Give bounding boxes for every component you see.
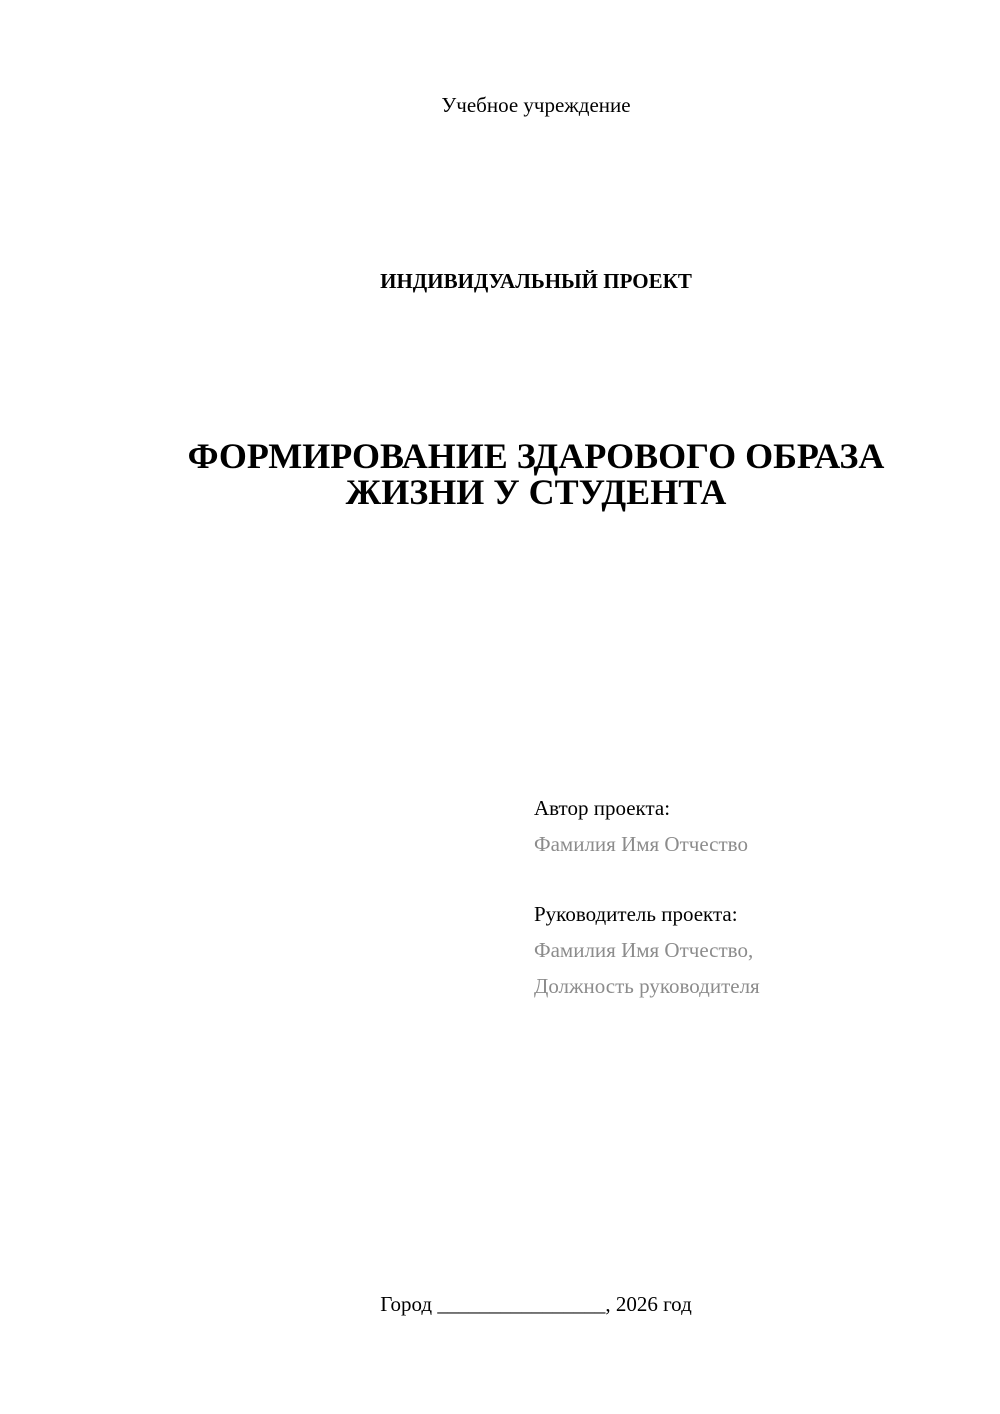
credits-spacer (534, 862, 760, 896)
supervisor-name: Фамилия Имя Отчество, (534, 938, 754, 962)
project-title (0, 438, 1000, 510)
project-title-line-2: ЖИЗНИ У СТУДЕНТА (345, 472, 727, 512)
author-label: Автор проекта: (534, 796, 671, 820)
institution-name: Учебное учреждение (441, 93, 631, 117)
city-year-line: Город ________________, 2026 год (380, 1292, 692, 1316)
document-type-heading: ИНДИВИДУАЛЬНЫЙ ПРОЕКТ (380, 269, 692, 293)
credits-block (534, 790, 760, 1004)
author-name: Фамилия Имя Отчество (534, 832, 748, 856)
project-title-line-1: ФОРМИРОВАНИЕ ЗДАРОВОГО ОБРАЗА (187, 436, 885, 476)
supervisor-position: Должность руководителя (534, 974, 760, 998)
supervisor-label: Руководитель проекта: (534, 902, 738, 926)
